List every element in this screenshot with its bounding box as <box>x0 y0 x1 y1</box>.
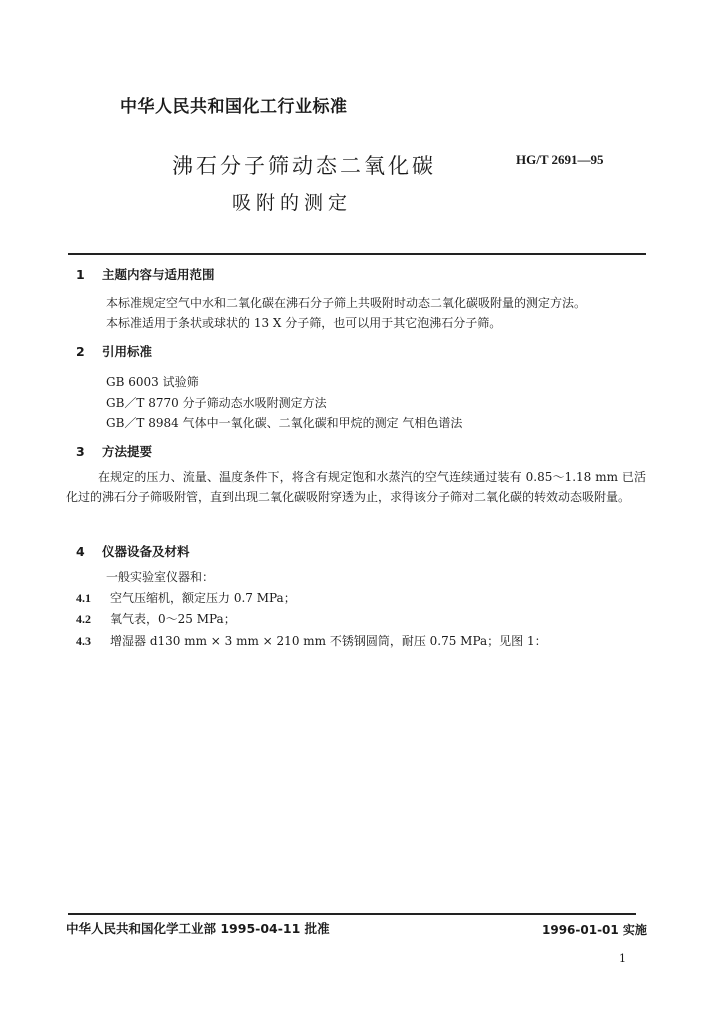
section-2-number: 2 <box>76 344 85 359</box>
document-title-line2: 吸附的测定 <box>232 192 353 214</box>
section-1-number: 1 <box>76 267 85 282</box>
list-item <box>76 631 547 651</box>
section-2-title: 引用标准 <box>102 344 153 359</box>
section-4-heading <box>76 542 190 560</box>
list-item <box>76 609 236 629</box>
list-item <box>76 588 296 608</box>
item-number: 4.2 <box>76 612 91 626</box>
reference-item: GB 6003 试验筛 <box>106 375 199 389</box>
issuing-authority: 中华人民共和国化工行业标准 <box>120 97 348 117</box>
document-title-line1: 沸石分子筛动态二氧化碳 <box>172 154 436 178</box>
section-1-heading <box>76 265 215 283</box>
footer-divider <box>68 913 636 915</box>
item-text: 空气压缩机，额定压力 0.7 MPa； <box>110 591 296 605</box>
reference-item: GB／T 8984 气体中一氧化碳、二氧化碳和甲烷的测定 气相色谱法 <box>106 416 463 430</box>
page-number: 1 <box>619 952 626 965</box>
section-4-title: 仪器设备及材料 <box>102 544 190 559</box>
section-4-intro: 一般实验室仪器和： <box>106 570 215 584</box>
item-text: 增湿器 d130 mm × 3 mm × 210 mm 不锈钢圆筒，耐压 0.75 MPa；见图 1： <box>110 634 547 648</box>
item-number: 4.3 <box>76 634 91 648</box>
item-text: 氧气表，0～25 MPa； <box>110 612 236 626</box>
implementation-date: 1996-01-01 实施 <box>542 923 647 937</box>
section-3-paragraph: 在规定的压力、流量、温度条件下，将含有规定饱和水蒸汽的空气连续通过装有 0.85～1.18 mm 已活化过的沸石分子筛吸附管，直到出现二氧化碳吸附穿透为止，求得该分子筛对二氧化碳的转效动态吸附量。 <box>66 470 646 504</box>
section-2-heading <box>76 342 152 360</box>
standard-code: HG/T 2691—95 <box>516 152 604 167</box>
section-1-paragraph-1: 本标准规定空气中水和二氧化碳在沸石分子筛上共吸附时动态二氧化碳吸附量的测定方法。 <box>106 296 587 310</box>
section-3-number: 3 <box>76 444 85 459</box>
section-3-heading <box>76 442 152 460</box>
header-divider <box>68 253 646 255</box>
approval-line: 中华人民共和国化学工业部 1995-04-11 批准 <box>66 921 330 936</box>
section-1-title: 主题内容与适用范围 <box>102 267 215 282</box>
section-1-paragraph-2: 本标准适用于条状或球状的 13 X 分子筛，也可以用于其它泡沸石分子筛。 <box>106 316 502 330</box>
reference-item: GB／T 8770 分子筛动态水吸附测定方法 <box>106 396 327 410</box>
section-3-title: 方法提要 <box>102 444 153 459</box>
section-4-number: 4 <box>76 544 85 559</box>
item-number: 4.1 <box>76 591 91 605</box>
